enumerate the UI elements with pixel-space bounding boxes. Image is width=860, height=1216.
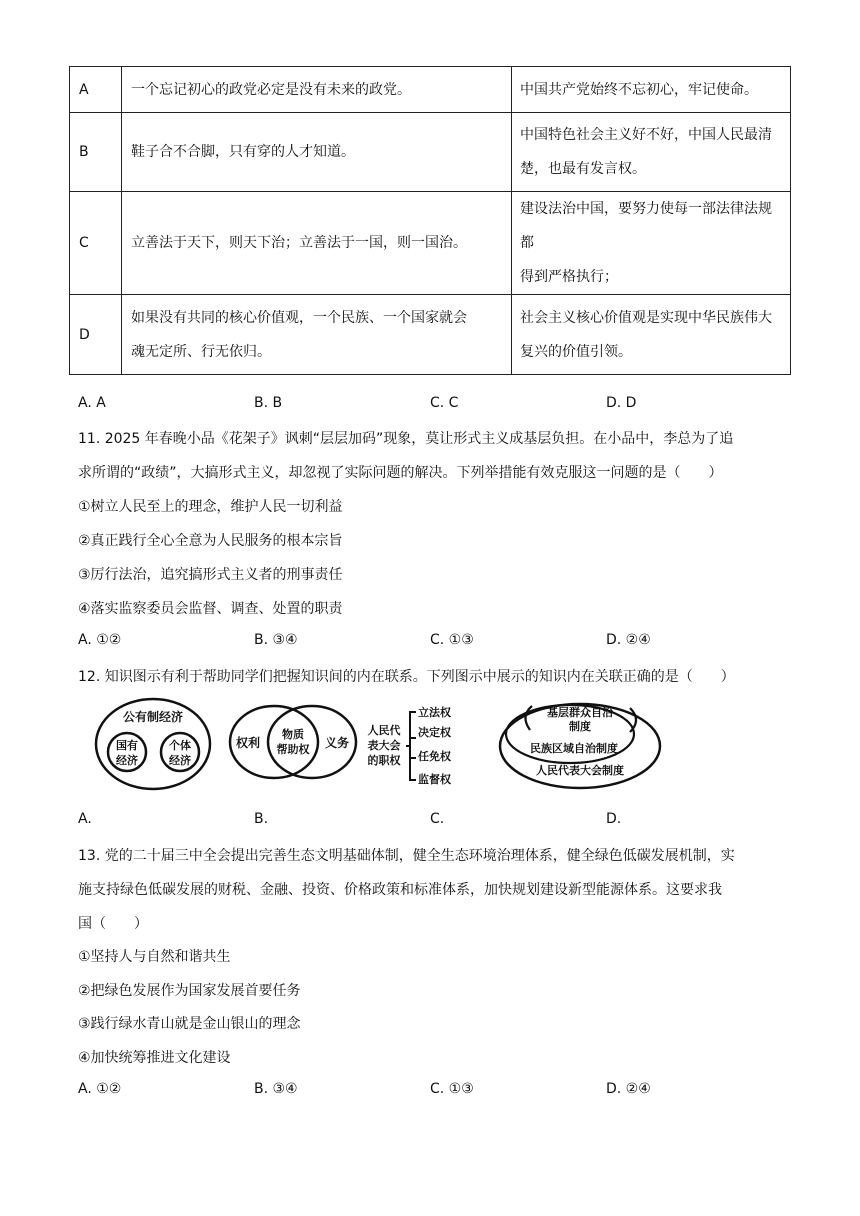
fig-c-item-2: 决定权 [418,726,451,739]
table-row [70,113,791,192]
q11-option-b[interactable]: B. ③④ [254,632,298,648]
q13-item-2: ②把绿色发展作为国家发展首要任务 [78,983,301,999]
q11-item-2: ②真正践行全心全意为人民服务的根本宗旨 [78,533,343,549]
fig-a-right-label-2: 经济 [169,754,191,767]
fig-c-label-2: 表大会 [367,739,401,752]
row-key: D [70,295,122,375]
figure-b [226,694,360,794]
q13-option-d[interactable]: D. ②④ [606,1081,651,1097]
fig-a-right-label-1: 个体 [169,739,191,752]
row-left-cell: 立善法于天下，则天下治；立善法于一国，则一国治。 [122,192,512,295]
q11-item-3: ③厉行法治，追究搞形式主义者的刑事责任 [78,567,343,583]
fig-b-middle-label-2: 帮助权 [276,743,310,756]
figure-c [360,694,470,794]
fig-b-middle-label-1: 物质 [282,728,304,741]
q11-option-d[interactable]: D. ②④ [606,632,651,648]
fig-c-label-3: 的职权 [367,754,401,767]
fig-a-left-label-2: 经济 [116,754,138,767]
q13-stem-line-1: 13. 党的二十届三中全会提出完善生态文明基础体制，健全生态环境治理体系，健全绿色低碳发展机制，实 [78,848,735,864]
q13-option-c[interactable]: C. ①③ [430,1081,474,1097]
q11-item-4: ④落实监察委员会监督、调查、处置的职责 [78,601,343,617]
row-right-cell: 中国共产党始终不忘初心，牢记使命。 [512,67,791,113]
row-left-cell: 如果没有共同的核心价值观，一个民族、一个国家就会 魂无定所、行无依归。 [122,295,512,375]
q10-option-d[interactable]: D. D [606,395,637,411]
q13-option-a[interactable]: A. ①② [78,1081,122,1097]
figure-a [92,694,216,794]
q11-stem-line-1: 11. 2025 年春晚小品《花架子》讽刺“层层加码”现象，莫让形式主义成基层负担。在小品中，李总为了追 [78,431,734,447]
q12-option-c[interactable]: C. [430,811,445,827]
q13-item-3: ③践行绿水青山就是金山银山的理念 [78,1016,301,1032]
row-left-cell: 一个忘记初心的政党必定是没有未来的政党。 [122,67,512,113]
fig-c-label-1: 人民代 [367,724,401,737]
fig-a-outer-label: 公有制经济 [122,710,184,724]
fig-d-line-4: 人民代表大会制度 [536,764,624,777]
fig-d-line-3: 民族区域自治制度 [530,742,618,755]
q13-stem-line-2: 施支持绿色低碳发展的财税、金融、投资、价格政策和标准体系，加快规划建设新型能源体系。这要求我 [78,882,722,898]
row-right-cell: 社会主义核心价值观是实现中华民族伟大 复兴的价值引领。 [512,295,791,375]
q13-item-1: ①坚持人与自然和谐共生 [78,949,231,965]
q12-stem: 12. 知识图示有利于帮助同学们把握知识间的内在联系。下列图示中展示的知识内在关联正确的是（ ） [78,669,735,685]
fig-c-item-4: 监督权 [418,773,451,786]
q12-option-a[interactable]: A. [78,811,92,827]
row-key: A [70,67,122,113]
row-left-cell: 鞋子合不合脚，只有穿的人才知道。 [122,113,512,192]
q12-option-d[interactable]: D. [606,811,622,827]
row-right-cell: 建设法治中国，要努力使每一部法律法规都 得到严格执行； [512,192,791,295]
q10-option-b[interactable]: B. B [254,395,283,411]
q13-stem-line-3: 国（ ） [78,916,148,932]
q11-item-1: ①树立人民至上的理念，维护人民一切利益 [78,499,343,515]
q13-option-b[interactable]: B. ③④ [254,1081,298,1097]
fig-a-left-label-1: 国有 [116,739,138,752]
table-row [70,295,791,375]
row-key: C [70,192,122,295]
fig-c-item-1: 立法权 [418,706,451,719]
fig-b-right-label: 义务 [324,736,350,750]
q10-table [69,66,791,375]
figure-d [494,694,670,794]
fig-d-line-2: 制度 [569,720,591,733]
q13-item-4: ④加快统筹推进文化建设 [78,1050,231,1066]
fig-c-item-3: 任免权 [418,750,451,763]
fig-d-line-1: 基层群众自治 [547,706,613,719]
q10-option-c[interactable]: C. C [430,395,459,411]
table-row [70,67,791,113]
q12-option-b[interactable]: B. [254,811,269,827]
row-key: B [70,113,122,192]
q11-option-a[interactable]: A. ①② [78,632,122,648]
fig-b-left-label: 权利 [235,736,261,750]
row-right-cell: 中国特色社会主义好不好，中国人民最清 楚，也最有发言权。 [512,113,791,192]
q11-option-c[interactable]: C. ①③ [430,632,474,648]
q10-option-a[interactable]: A. A [78,395,106,411]
q11-stem-line-2: 求所谓的“政绩”，大搞形式主义，却忽视了实际问题的解决。下列举措能有效克服这一问题的是（ ） [78,465,723,481]
table-row [70,192,791,295]
